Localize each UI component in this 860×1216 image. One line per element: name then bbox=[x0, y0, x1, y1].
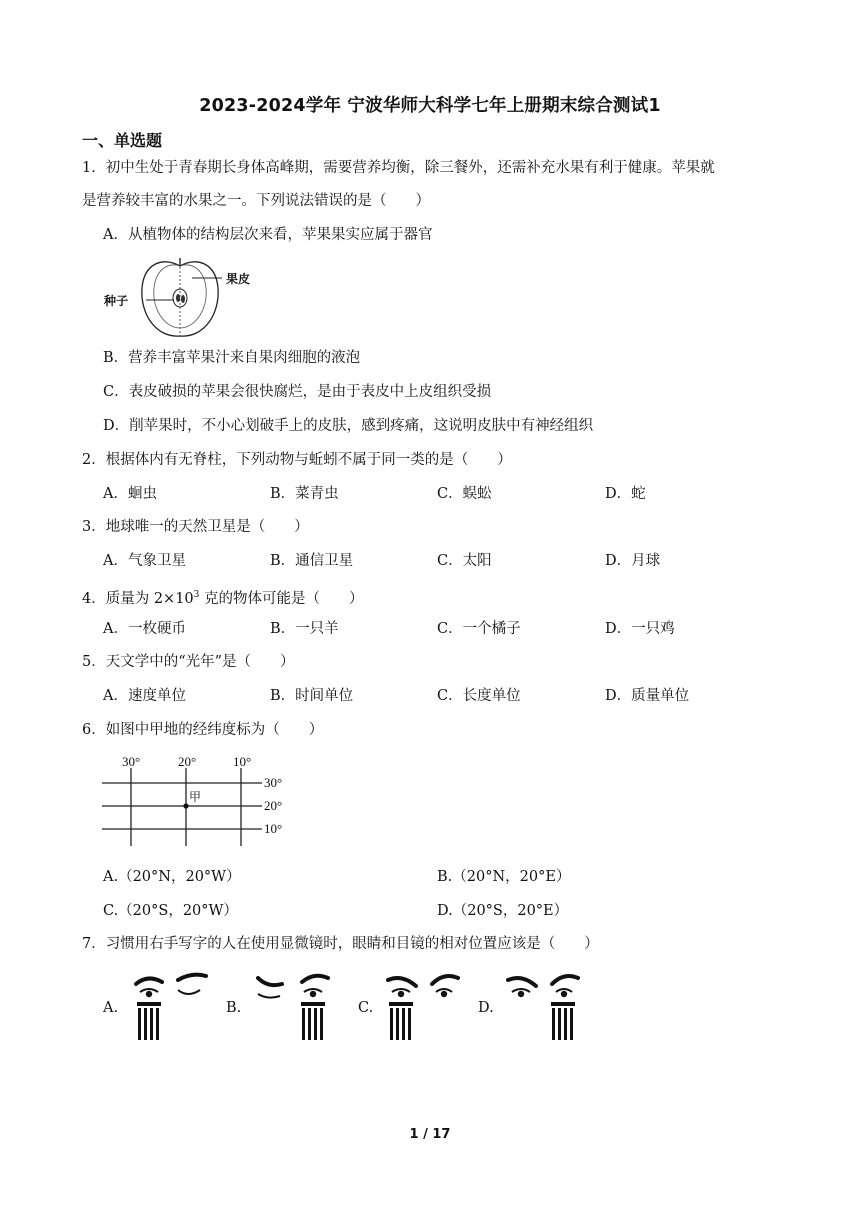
microscope-eye-option-d bbox=[504, 970, 584, 1044]
question-4-option-a: A．一枚硬币 bbox=[103, 621, 186, 637]
question-2-option-c: C．蜈蚣 bbox=[437, 486, 492, 502]
question-5-option-d: D．质量单位 bbox=[605, 688, 690, 704]
question-2-option-a: A．蛔虫 bbox=[103, 486, 157, 502]
question-5-option-c: C．长度单位 bbox=[437, 688, 521, 704]
question-2-option-b: B．菜青虫 bbox=[270, 486, 339, 502]
question-4-option-b: B．一只羊 bbox=[270, 621, 339, 637]
question-1-line1: 1．初中生处于青春期长身体高峰期，需要营养均衡，除三餐外，还需补充水果有利于健康。苹果就 bbox=[82, 160, 715, 176]
question-3-option-d: D．月球 bbox=[605, 553, 661, 569]
question-5-option-b: B．时间单位 bbox=[270, 688, 354, 704]
question-6-option-c: C.（20°S，20°W） bbox=[103, 903, 238, 919]
question-7-option-c-label: C. bbox=[358, 1000, 374, 1016]
question-1-option-d: D．削苹果时，不小心划破手上的皮肤，感到疼痛，这说明皮肤中有神经组织 bbox=[103, 418, 594, 434]
lon-label-30: 30° bbox=[122, 754, 141, 769]
question-1-line2: 是营养较丰富的水果之一。下列说法错误的是（ ） bbox=[82, 193, 430, 209]
point-jia-label: 甲 bbox=[189, 790, 202, 804]
question-7-option-d-label: D. bbox=[478, 1000, 494, 1016]
question-7-stem: 7．习惯用右手写字的人在使用显微镜时，眼睛和目镜的相对位置应该是（ ） bbox=[82, 936, 599, 952]
question-5-option-a: A．速度单位 bbox=[103, 688, 186, 704]
question-3-option-a: A．气象卫星 bbox=[103, 553, 186, 569]
lat-label-10: 10° bbox=[264, 821, 283, 836]
lat-label-20: 20° bbox=[264, 798, 283, 813]
lon-label-20: 20° bbox=[178, 754, 197, 769]
question-3-stem: 3．地球唯一的天然卫星是（ ） bbox=[82, 519, 309, 535]
question-3-option-b: B．通信卫星 bbox=[270, 553, 354, 569]
question-5-stem: 5．天文学中的“光年”是（ ） bbox=[82, 654, 295, 670]
lat-lon-grid bbox=[100, 754, 290, 850]
question-4-option-c: C．一个橘子 bbox=[437, 621, 521, 637]
question-1-option-c: C．表皮破损的苹果会很快腐烂，是由于表皮中上皮组织受损 bbox=[103, 384, 492, 400]
question-4-stem: 4．质量为 $2\times 10^3$ 克的物体可能是（ ） bbox=[82, 590, 364, 607]
question-2-option-d: D．蛇 bbox=[605, 486, 646, 502]
question-1-option-b: B．营养丰富苹果汁来自果肉细胞的液泡 bbox=[103, 350, 361, 366]
question-6-option-b: B.（20°N，20°E） bbox=[437, 869, 571, 885]
question-3-option-c: C．太阳 bbox=[437, 553, 492, 569]
section-heading: 一、单选题 bbox=[82, 131, 163, 150]
page-number: 1 / 17 bbox=[409, 1127, 451, 1142]
lat-label-30: 30° bbox=[264, 775, 283, 790]
apple-seed-label: 种子 bbox=[104, 294, 129, 308]
microscope-eye-option-c bbox=[384, 970, 464, 1044]
question-6-option-d: D.（20°S，20°E） bbox=[437, 903, 569, 919]
microscope-eye-option-b bbox=[254, 970, 334, 1044]
question-6-option-a: A.（20°N，20°W） bbox=[103, 869, 241, 885]
question-7-option-b-label: B. bbox=[226, 1000, 242, 1016]
microscope-eye-option-a bbox=[132, 970, 212, 1044]
question-2-stem: 2．根据体内有无脊柱，下列动物与蚯蚓不属于同一类的是（ ） bbox=[82, 452, 512, 468]
question-1-option-a: A．从植物体的结构层次来看，苹果果实应属于器官 bbox=[103, 227, 433, 243]
question-7-option-a-label: A. bbox=[103, 1000, 119, 1016]
apple-skin-label: 果皮 bbox=[226, 272, 251, 286]
page-title: 2023-2024学年 宁波华师大科学七年上册期末综合测试1 bbox=[199, 96, 661, 116]
lon-label-10: 10° bbox=[233, 754, 252, 769]
question-4-option-d: D．一只鸡 bbox=[605, 621, 675, 637]
question-6-stem: 6．如图中甲地的经纬度标为（ ） bbox=[82, 722, 324, 738]
